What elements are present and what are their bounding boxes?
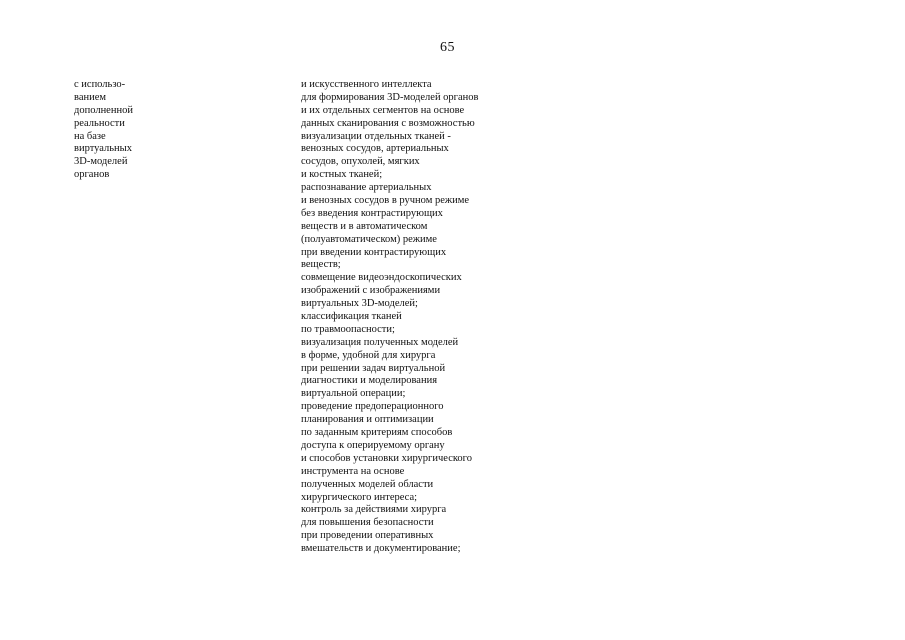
right-column-line: визуализация полученных моделей <box>301 336 459 348</box>
right-column-line: полученных моделей области <box>301 478 434 490</box>
right-column-line: вмешательств и документирование; <box>301 543 461 555</box>
right-column-line: изображений с изображениями <box>301 285 441 297</box>
right-column-line: классификация тканей <box>301 311 402 323</box>
right-column-line: данных сканирования с возможностью <box>301 117 475 129</box>
right-column-line: хирургического интереса; <box>301 491 418 503</box>
right-column-line: и способов установки хирургического <box>301 452 472 464</box>
right-column-line: и их отдельных сегментов на основе <box>301 104 465 116</box>
left-column-line: ванием <box>74 91 107 103</box>
left-column-line: реальности <box>74 117 125 129</box>
right-column-line: по заданным критериям способов <box>301 427 453 439</box>
right-column-line: планирования и оптимизации <box>301 414 434 426</box>
left-column-line: 3D-моделей <box>74 156 128 168</box>
right-column-line: при решении задач виртуальной <box>301 362 446 374</box>
page-number: 65 <box>440 40 455 55</box>
right-column-line: визуализации отдельных тканей - <box>301 130 451 142</box>
right-column-line: при проведении оперативных <box>301 530 434 542</box>
right-column-line: веществ и в автоматическом <box>301 220 428 232</box>
right-column <box>301 79 531 556</box>
left-column-line: органов <box>74 169 110 181</box>
left-column-line: на базе <box>74 130 106 142</box>
left-column-line: виртуальных <box>74 143 132 155</box>
right-column-line: при введении контрастирующих <box>301 246 447 258</box>
right-column-line: в форме, удобной для хирурга <box>301 349 436 361</box>
right-column-line: для формирования 3D-моделей органов <box>301 91 479 103</box>
right-column-line: и костных тканей; <box>301 169 383 181</box>
right-column-line: виртуальных 3D-моделей; <box>301 298 418 310</box>
right-column-line: веществ; <box>301 259 341 271</box>
left-column-line: дополненной <box>74 104 133 116</box>
right-column-line: венозных сосудов, артериальных <box>301 143 449 155</box>
right-column-line: распознавание артериальных <box>301 182 432 194</box>
left-column-line: с использо- <box>74 79 126 90</box>
right-column-line: инструмента на основе <box>301 465 405 477</box>
right-column-line: проведение предоперационного <box>301 401 444 413</box>
right-column-line: виртуальной операции; <box>301 388 406 400</box>
right-column-line: доступа к оперируемому органу <box>301 439 445 451</box>
right-column-line: по травмоопасности; <box>301 323 395 335</box>
right-column-line: (полуавтоматическом) режиме <box>301 233 437 245</box>
right-column-line: диагностики и моделирования <box>301 375 438 387</box>
left-column <box>74 79 244 182</box>
right-column-line: совмещение видеоэндоскопических <box>301 272 462 284</box>
right-column-line: и венозных сосудов в ручном режиме <box>301 195 470 207</box>
right-column-line: контроль за действиями хирурга <box>301 504 447 516</box>
right-column-line: для повышения безопасности <box>301 517 434 529</box>
right-column-line: без введения контрастирующих <box>301 207 443 219</box>
right-column-line: и искусственного интеллекта <box>301 79 432 90</box>
right-column-line: сосудов, опухолей, мягких <box>301 156 420 168</box>
